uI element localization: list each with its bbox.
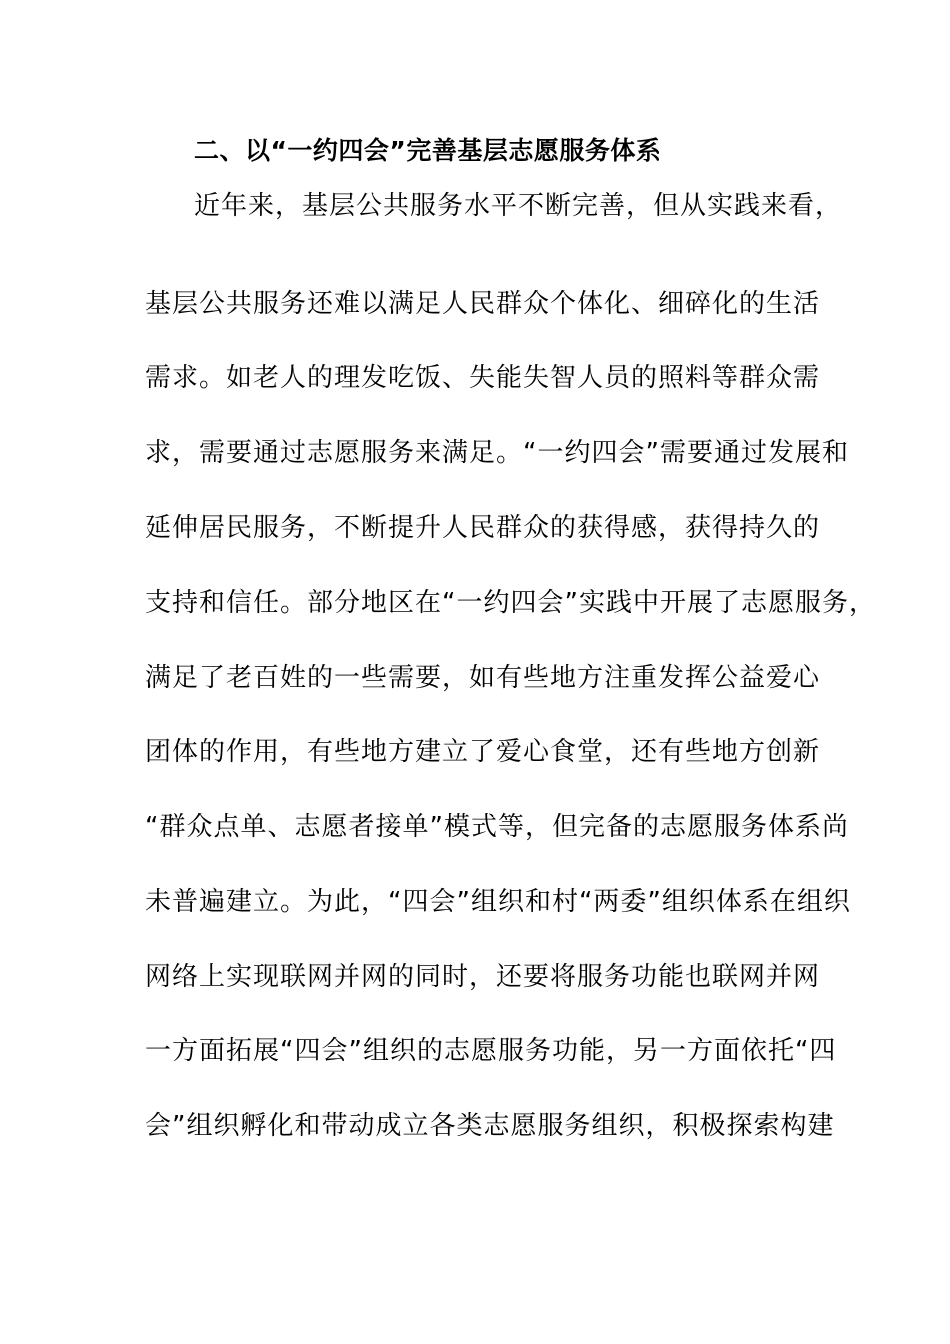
paragraph-line: 需求。如老人的理发吃饭、失能失智人员的照料等群众需 xyxy=(145,363,821,393)
paragraph-line: 会”组织孵化和带动成立各类志愿服务组织，积极探索构建 xyxy=(145,1111,835,1141)
paragraph-line: 未普遍建立。为此，“四会”组织和村“两委”组织体系在组织 xyxy=(145,887,851,917)
paragraph-line: 团体的作用，有些地方建立了爱心食堂，还有些地方创新 xyxy=(145,737,821,767)
paragraph-line: 一方面拓展“四会”组织的志愿服务功能，另一方面依托“四 xyxy=(145,1036,837,1066)
paragraph-line: 基层公共服务还难以满足人民群众个体化、细碎化的生活 xyxy=(145,289,821,319)
paragraph-line: “群众点单、志愿者接单”模式等，但完备的志愿服务体系尚 xyxy=(145,812,849,842)
section-heading: 二、以“一约四会”完善基层志愿服务体系 xyxy=(194,136,662,165)
paragraph-line: 延伸居民服务，不断提升人民群众的获得感，获得持久的 xyxy=(145,513,821,543)
paragraph-line: 网络上实现联网并网的同时，还要将服务功能也联网并网 xyxy=(145,962,821,992)
paragraph-line: 求，需要通过志愿服务来满足。“一约四会”需要通过发展和 xyxy=(145,438,849,468)
paragraph-line: 近年来，基层公共服务水平不断完善，但从实践来看， xyxy=(194,191,843,221)
paragraph-line: 支持和信任。部分地区在“一约四会”实践中开展了志愿服务， xyxy=(145,588,876,618)
paragraph-line: 满足了老百姓的一些需要，如有些地方注重发挥公益爱心 xyxy=(145,663,821,693)
